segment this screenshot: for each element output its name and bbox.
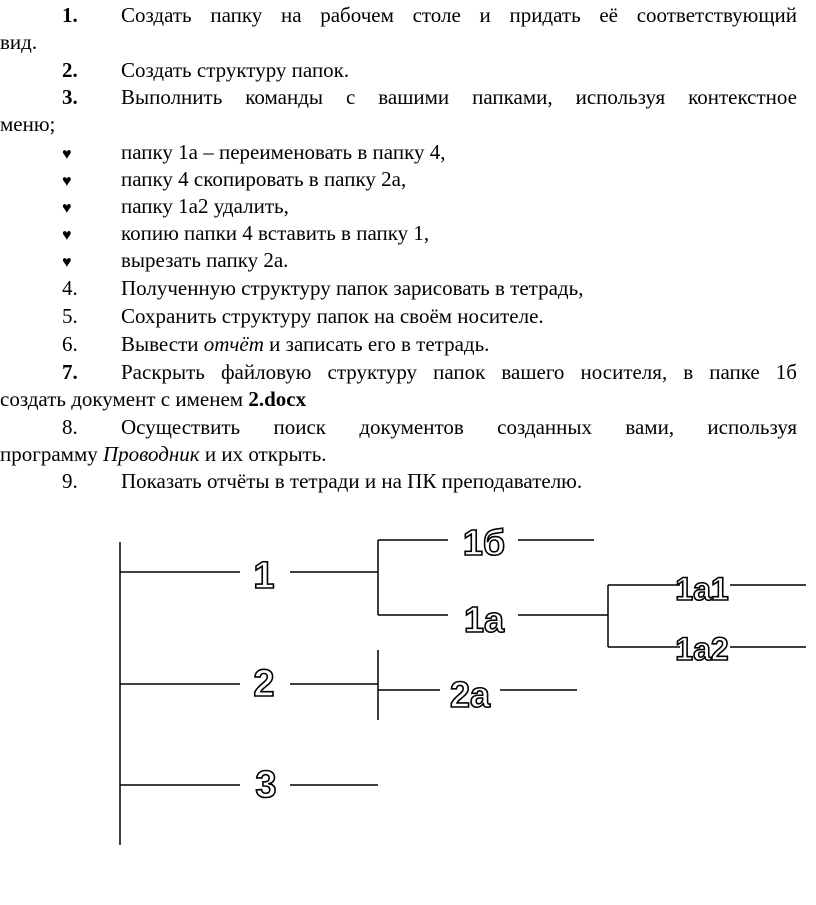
item-text: Осуществить поиск документов созданных вами, используя xyxy=(121,415,797,439)
heart-bullet-icon: ♥ xyxy=(62,227,72,244)
item-number: 8. xyxy=(62,415,78,439)
filename: 2.docx xyxy=(248,387,307,411)
item-text: Раскрыть файловую структуру папок вашего носителя, в папке 1б xyxy=(121,360,797,384)
item-number: 3. xyxy=(62,85,78,109)
item-number: 2. xyxy=(62,58,78,82)
item-text: Полученную структуру папок зарисовать в тетрадь, xyxy=(121,276,584,300)
item-text-cont: меню; xyxy=(0,112,56,136)
folder-3-label: 3 xyxy=(255,764,277,806)
item-number: 7. xyxy=(62,360,78,384)
item-text: Создать папку на рабочем столе и придать её соответствующий xyxy=(121,3,797,27)
folder-1a1-label: 1а1 xyxy=(675,571,729,607)
heart-bullet-icon: ♥ xyxy=(62,200,72,217)
folder-1a-label: 1а xyxy=(463,599,505,640)
heart-bullet-icon: ♥ xyxy=(62,146,72,163)
item-text: копию папки 4 вставить в папку 1, xyxy=(121,221,430,245)
italic-word: Проводник xyxy=(103,442,200,466)
item-text: папку 1а – переименовать в папку 4, xyxy=(121,140,446,164)
item-number: 5. xyxy=(62,304,78,328)
item-text: Выполнить команды с вашими папками, используя контекстное xyxy=(121,85,797,109)
item-text-cont: программу Проводник и их открыть. xyxy=(0,442,327,466)
folder-1-label: 1 xyxy=(253,555,275,597)
heart-bullet-icon: ♥ xyxy=(62,254,72,271)
item-text: папку 1а2 удалить, xyxy=(121,194,289,218)
folder-1a2-label: 1а2 xyxy=(675,631,729,667)
item-text: Создать структуру папок. xyxy=(121,58,350,82)
item-number: 6. xyxy=(62,332,78,356)
item-text: Сохранить структуру папок на своём носителе. xyxy=(121,304,544,328)
item-number: 1. xyxy=(62,3,78,27)
item-text-cont: создать документ с именем 2.docx xyxy=(0,387,307,411)
item-number: 4. xyxy=(62,276,78,300)
item-text: Вывести отчёт и записать его в тетрадь. xyxy=(121,332,490,356)
item-number: 9. xyxy=(62,469,78,493)
item-text: папку 4 скопировать в папку 2а, xyxy=(121,167,407,191)
heart-bullet-icon: ♥ xyxy=(62,173,72,190)
folder-2-label: 2 xyxy=(253,663,275,705)
italic-word: отчёт xyxy=(203,332,264,356)
item-text-cont: вид. xyxy=(0,30,38,54)
item-text: вырезать папку 2а. xyxy=(121,248,289,272)
item-text: Показать отчёты в тетради и на ПК преподавателю. xyxy=(121,469,583,493)
folder-2a-label: 2а xyxy=(449,674,491,715)
folder-1b-label: 1б xyxy=(462,522,506,563)
